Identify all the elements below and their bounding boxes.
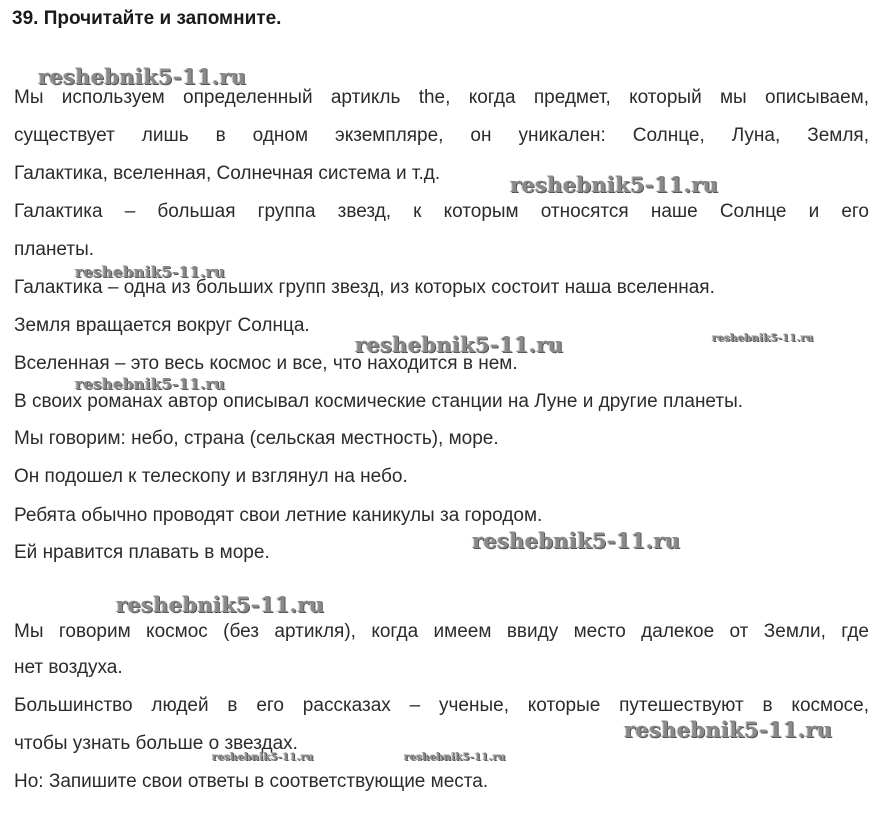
text-line: Галактика – одна из больших групп звезд, из которых состоит наша вселенная. bbox=[14, 277, 715, 298]
text-line: Галактика – большая группа звезд, к которым относятся наше Солнце и его bbox=[14, 201, 869, 222]
watermark: reshebnik5-11.ru bbox=[404, 752, 506, 763]
text-line: Земля вращается вокруг Солнца. bbox=[14, 315, 310, 336]
text-line: Большинство людей в его рассказах – ученые, которые путешествуют в космосе, bbox=[14, 695, 869, 716]
watermark: reshebnik5-11.ru bbox=[212, 752, 314, 763]
text-line: Мы говорим космос (без артикля), когда имеем ввиду место далекое от Земли, где bbox=[14, 621, 869, 642]
watermark: reshebnik5-11.ru bbox=[510, 172, 719, 197]
text-line: чтобы узнать больше о звездах. bbox=[14, 733, 298, 754]
text-line: нет воздуха. bbox=[14, 657, 123, 678]
text-line: существует лишь в одном экземпляре, он уникален: Солнце, Луна, Земля, bbox=[14, 125, 869, 146]
watermark: reshebnik5-11.ru bbox=[472, 528, 681, 553]
text-line: В своих романах автор описывал космические станции на Луне и другие планеты. bbox=[14, 391, 744, 412]
text-line: Мы используем определенный артикль the, когда предмет, который мы описываем, bbox=[14, 87, 869, 108]
watermark: reshebnik5-11.ru bbox=[116, 592, 325, 617]
text-line: Ей нравится плавать в море. bbox=[14, 542, 270, 563]
text-line: Ребята обычно проводят свои летние каникулы за городом. bbox=[14, 505, 543, 526]
watermark: reshebnik5-11.ru bbox=[355, 332, 564, 357]
watermark: reshebnik5-11.ru bbox=[624, 717, 833, 742]
text-line: Мы говорим: небо, страна (сельская местность), море. bbox=[14, 428, 499, 449]
text-line: Но: Запишите свои ответы в соответствующие места. bbox=[14, 771, 489, 792]
watermark: reshebnik5-11.ru bbox=[38, 64, 247, 89]
watermark: reshebnik5-11.ru bbox=[75, 263, 226, 281]
watermark: reshebnik5-11.ru bbox=[712, 333, 814, 344]
text-line: планеты. bbox=[14, 239, 95, 260]
text-line: Вселенная – это весь космос и все, что находится в нем. bbox=[14, 353, 518, 374]
watermark: reshebnik5-11.ru bbox=[75, 375, 226, 393]
text-line: Он подошел к телескопу и взглянул на небо. bbox=[14, 466, 408, 487]
text-line: Галактика, вселенная, Солнечная система и т.д. bbox=[14, 163, 441, 184]
exercise-heading: 39. Прочитайте и запомните. bbox=[12, 8, 282, 29]
